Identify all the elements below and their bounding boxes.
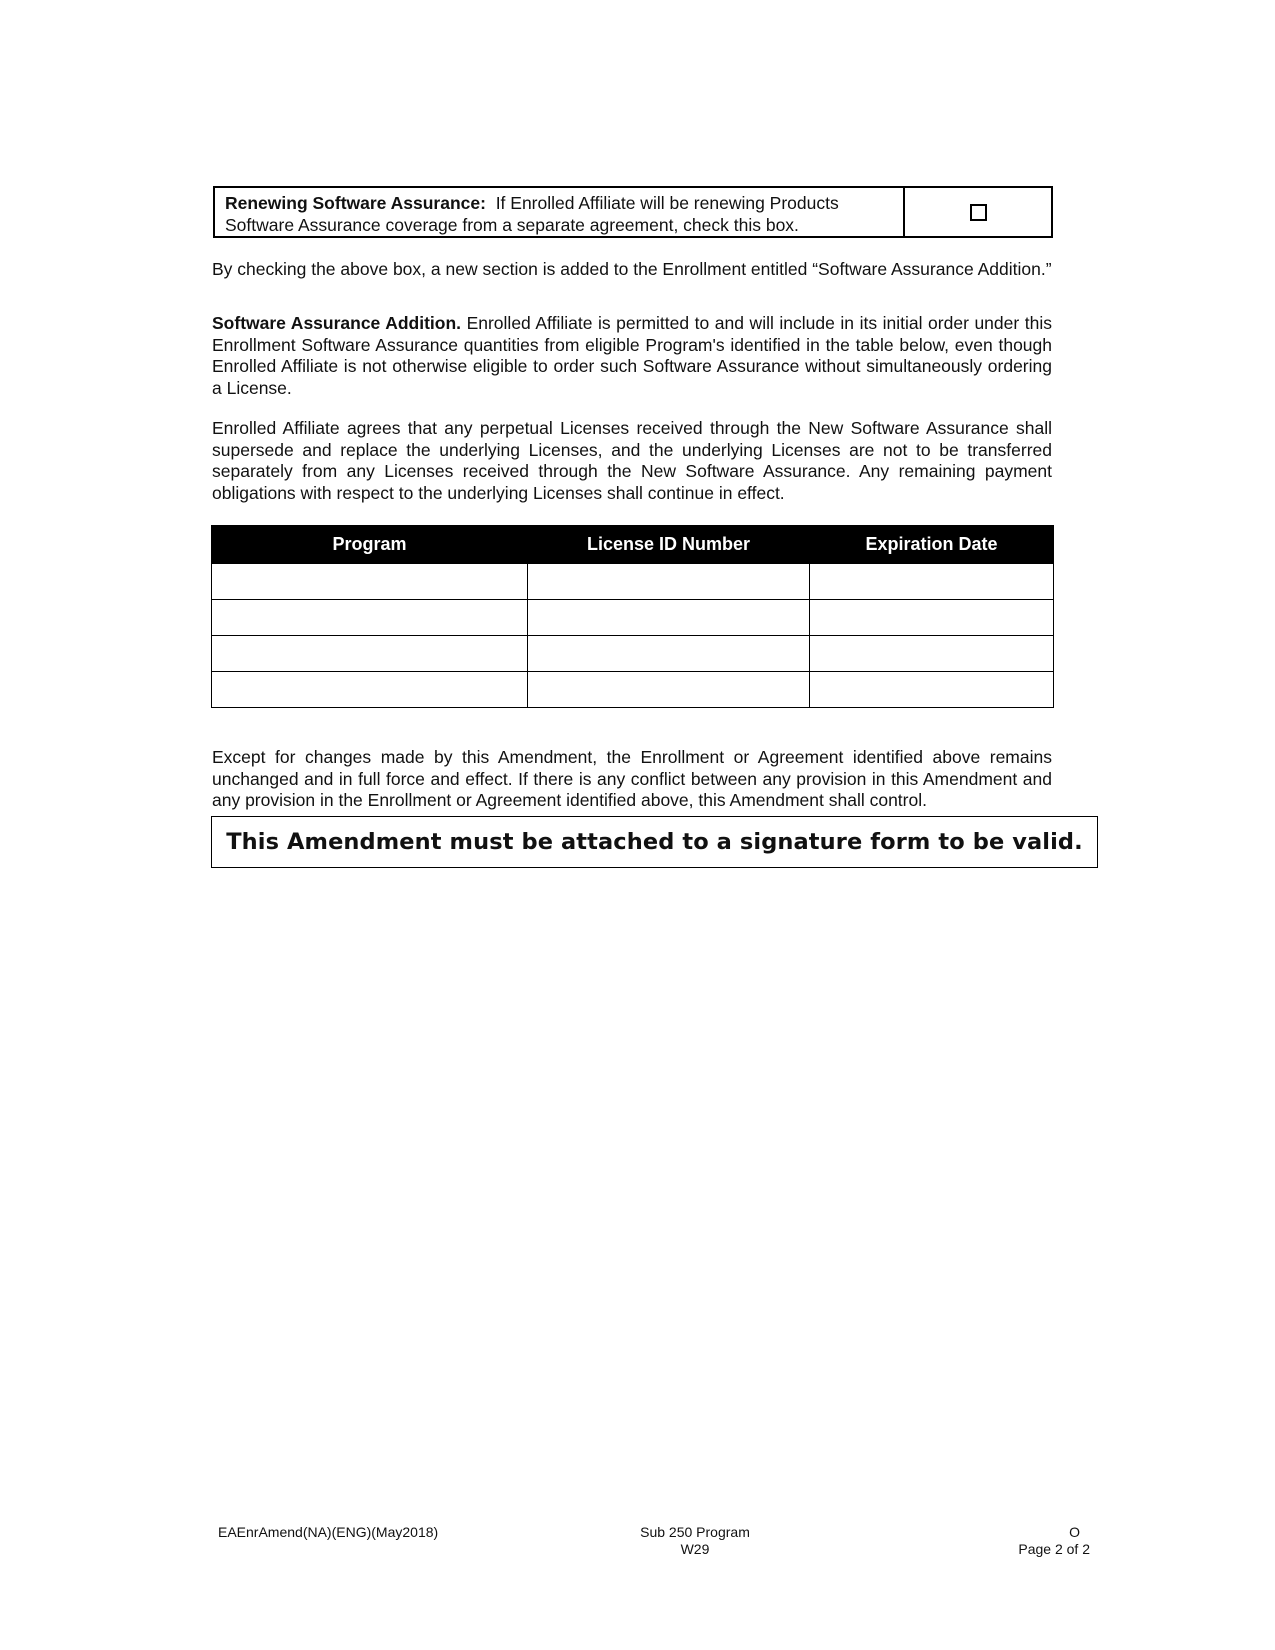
table-row <box>212 564 1054 600</box>
program-table <box>211 525 1054 708</box>
renew-software-assurance-text <box>215 188 905 236</box>
license-id-cell[interactable] <box>528 636 810 672</box>
license-id-cell[interactable] <box>528 600 810 636</box>
signature-notice-text: This Amendment must be attached to a signature form to be valid. <box>226 829 1083 855</box>
footer-page-info <box>940 1524 1090 1558</box>
program-cell[interactable] <box>212 672 528 708</box>
program-cell[interactable] <box>212 564 528 600</box>
renew-text-line1: If Enrolled Affiliate will be renewing Products <box>495 193 839 213</box>
expiration-date-cell[interactable] <box>810 600 1054 636</box>
table-row <box>212 636 1054 672</box>
except-paragraph: Except for changes made by this Amendment, the Enrollment or Agreement identified above remains unchanged and in full force and effect. If there is any conflict between any provision in this Amendment and any provision in the Enrollment or Agreement identified above, this Amendment shall control. <box>212 747 1052 810</box>
intro-paragraph: By checking the above box, a new section is added to the Enrollment entitled “Software Assurance Addition.” <box>212 259 1052 279</box>
program-cell[interactable] <box>212 600 528 636</box>
program-cell[interactable] <box>212 636 528 672</box>
expiration-date-cell[interactable] <box>810 564 1054 600</box>
program-table-header <box>212 526 1054 564</box>
footer-program-line2: W29 <box>680 1541 710 1557</box>
renew-label: Renewing Software Assurance: <box>225 193 486 213</box>
expiration-date-cell[interactable] <box>810 636 1054 672</box>
license-id-cell[interactable] <box>528 564 810 600</box>
footer-doc-code: EAEnrAmend(NA)(ENG)(May2018) <box>218 1524 439 1540</box>
table-row <box>212 600 1054 636</box>
header-license-id: License ID Number <box>528 526 810 564</box>
addition-heading: Software Assurance Addition. <box>212 313 462 333</box>
expiration-date-cell[interactable] <box>810 672 1054 708</box>
signature-notice-box <box>211 816 1098 868</box>
footer-mark: O <box>1069 1524 1080 1540</box>
addition-paragraph <box>212 313 1052 399</box>
addition-body: Enrolled Affiliate is permitted to and will include in its initial order under this Enrollment Software Assurance quantities from eligible Program's identified in the table below, even though Enrolled Affiliate is not otherwise eligible to order such Software Assurance without simultaneously ordering a License. <box>212 313 1052 398</box>
header-expiration-date: Expiration Date <box>810 526 1054 564</box>
footer-page-number: Page 2 of 2 <box>1018 1541 1090 1557</box>
header-program: Program <box>212 526 528 564</box>
footer-program-line1: Sub 250 Program <box>640 1524 750 1540</box>
license-id-cell[interactable] <box>528 672 810 708</box>
renew-software-assurance-box <box>213 186 1053 238</box>
table-row <box>212 672 1054 708</box>
renew-checkbox-cell <box>905 188 1051 236</box>
footer-program <box>590 1524 800 1558</box>
renew-text-line2: Software Assurance coverage from a separate agreement, check this box. <box>225 215 799 235</box>
agrees-paragraph: Enrolled Affiliate agrees that any perpetual Licenses received through the New Software Assurance shall supersede and replace the underlying Licenses, and the underlying Licenses are not to be transferred separately from any Licenses received through the New Software Assurance. Any remaining payment obligations with respect to the underlying Licenses shall continue in effect. <box>212 418 1052 503</box>
renew-checkbox[interactable] <box>970 204 987 221</box>
